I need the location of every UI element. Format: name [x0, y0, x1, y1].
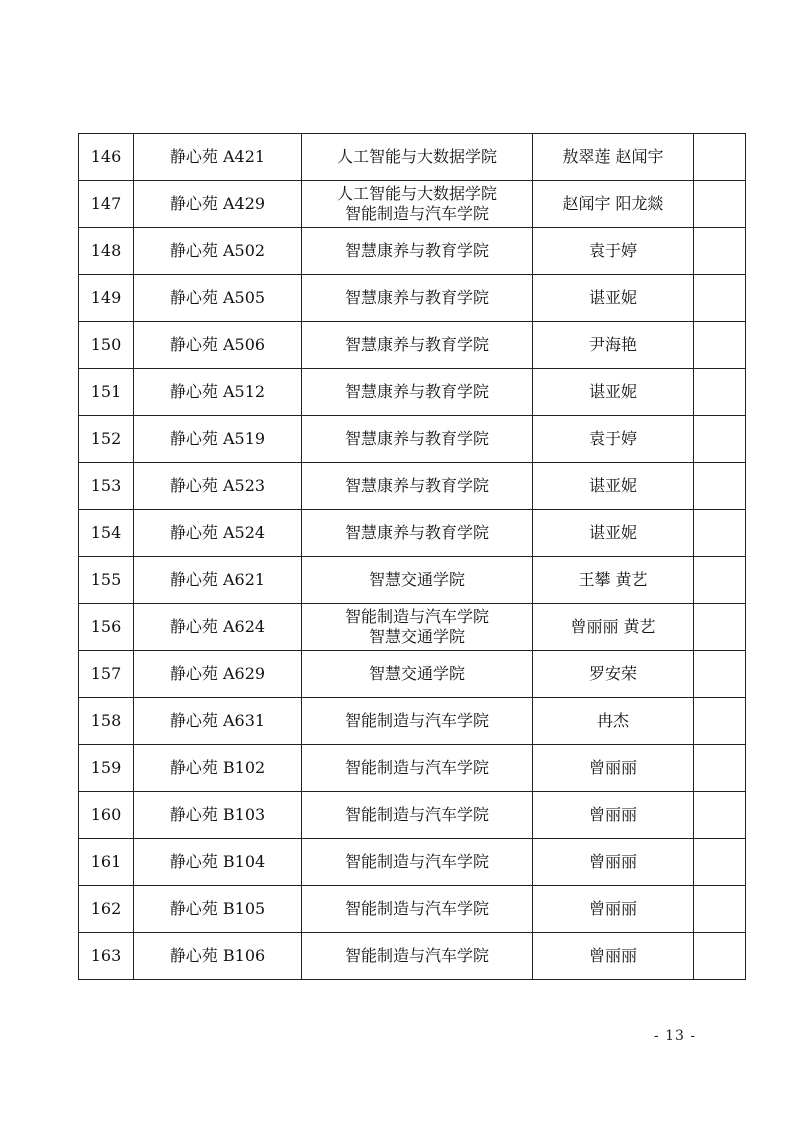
table-row	[79, 933, 746, 980]
college-name: 智慧康养与教育学院	[344, 523, 489, 542]
room-cell: 静心苑 A631	[134, 698, 302, 745]
room-cell: 静心苑 A624	[134, 604, 302, 651]
table-row	[79, 604, 746, 651]
table-row	[79, 698, 746, 745]
row-number-cell: 156	[79, 604, 134, 651]
note-cell	[694, 134, 746, 181]
row-number-cell: 146	[79, 134, 134, 181]
room-cell: 静心苑 B103	[134, 792, 302, 839]
note-cell	[694, 745, 746, 792]
table-row	[79, 745, 746, 792]
manager-cell: 曾丽丽	[533, 839, 694, 886]
college-cell	[302, 416, 533, 463]
note-cell	[694, 933, 746, 980]
college-cell	[302, 792, 533, 839]
note-cell	[694, 651, 746, 698]
college-name: 智能制造与汽车学院	[344, 899, 489, 918]
table-row	[79, 557, 746, 604]
row-number-cell: 149	[79, 275, 134, 322]
college-cell	[302, 698, 533, 745]
manager-cell: 袁于婷	[533, 416, 694, 463]
college-name: 智慧康养与教育学院	[344, 335, 489, 354]
room-cell: 静心苑 A506	[134, 322, 302, 369]
note-cell	[694, 886, 746, 933]
room-cell: 静心苑 A629	[134, 651, 302, 698]
college-name: 智慧康养与教育学院	[344, 382, 489, 401]
college-cell	[302, 322, 533, 369]
row-number-cell: 161	[79, 839, 134, 886]
row-number-cell: 151	[79, 369, 134, 416]
room-cell: 静心苑 A502	[134, 228, 302, 275]
room-cell: 静心苑 A519	[134, 416, 302, 463]
row-number-cell: 153	[79, 463, 134, 510]
table-row	[79, 322, 746, 369]
college-cell	[302, 557, 533, 604]
manager-cell: 谌亚妮	[533, 275, 694, 322]
manager-cell: 袁于婷	[533, 228, 694, 275]
college-name: 智能制造与汽车学院	[344, 758, 489, 777]
college-name: 智能制造与汽车学院	[344, 852, 489, 871]
table-body	[79, 134, 746, 980]
manager-cell: 王攀 黄艺	[533, 557, 694, 604]
note-cell	[694, 698, 746, 745]
note-cell	[694, 839, 746, 886]
college-cell	[302, 839, 533, 886]
college-cell	[302, 275, 533, 322]
manager-cell: 曾丽丽	[533, 792, 694, 839]
college-name: 智慧交通学院	[368, 627, 465, 646]
row-number-cell: 152	[79, 416, 134, 463]
room-cell: 静心苑 A505	[134, 275, 302, 322]
row-number-cell: 148	[79, 228, 134, 275]
college-name: 人工智能与大数据学院	[336, 184, 497, 203]
note-cell	[694, 510, 746, 557]
table-row	[79, 181, 746, 228]
college-name: 智慧康养与教育学院	[344, 429, 489, 448]
row-number-cell: 155	[79, 557, 134, 604]
row-number-cell: 157	[79, 651, 134, 698]
table-row	[79, 463, 746, 510]
note-cell	[694, 792, 746, 839]
table-row	[79, 134, 746, 181]
row-number-cell: 160	[79, 792, 134, 839]
college-name: 智慧康养与教育学院	[344, 476, 489, 495]
manager-cell: 曾丽丽	[533, 745, 694, 792]
college-name: 智慧交通学院	[368, 664, 465, 683]
room-cell: 静心苑 B104	[134, 839, 302, 886]
college-cell	[302, 745, 533, 792]
college-name: 智能制造与汽车学院	[344, 805, 489, 824]
note-cell	[694, 228, 746, 275]
manager-cell: 谌亚妮	[533, 463, 694, 510]
manager-cell: 谌亚妮	[533, 510, 694, 557]
college-cell	[302, 933, 533, 980]
manager-cell: 曾丽丽 黄艺	[533, 604, 694, 651]
row-number-cell: 150	[79, 322, 134, 369]
manager-cell: 曾丽丽	[533, 886, 694, 933]
row-number-cell: 159	[79, 745, 134, 792]
room-cell: 静心苑 A621	[134, 557, 302, 604]
note-cell	[694, 275, 746, 322]
manager-cell: 冉杰	[533, 698, 694, 745]
room-cell: 静心苑 A421	[134, 134, 302, 181]
note-cell	[694, 604, 746, 651]
manager-cell: 谌亚妮	[533, 369, 694, 416]
row-number-cell: 147	[79, 181, 134, 228]
table-row	[79, 651, 746, 698]
college-name: 智慧交通学院	[368, 570, 465, 589]
manager-cell: 尹海艳	[533, 322, 694, 369]
note-cell	[694, 557, 746, 604]
manager-cell: 曾丽丽	[533, 933, 694, 980]
room-cell: 静心苑 B102	[134, 745, 302, 792]
room-cell: 静心苑 B106	[134, 933, 302, 980]
room-cell: 静心苑 A524	[134, 510, 302, 557]
row-number-cell: 163	[79, 933, 134, 980]
note-cell	[694, 369, 746, 416]
college-name: 人工智能与大数据学院	[336, 147, 497, 166]
manager-cell: 罗安荣	[533, 651, 694, 698]
table-row	[79, 369, 746, 416]
room-cell: 静心苑 A512	[134, 369, 302, 416]
table-row	[79, 416, 746, 463]
row-number-cell: 154	[79, 510, 134, 557]
table-row	[79, 228, 746, 275]
room-cell: 静心苑 B105	[134, 886, 302, 933]
row-number-cell: 158	[79, 698, 134, 745]
college-cell	[302, 228, 533, 275]
note-cell	[694, 322, 746, 369]
room-assignment-table	[78, 133, 746, 980]
college-name: 智能制造与汽车学院	[344, 711, 489, 730]
college-cell	[302, 651, 533, 698]
college-cell	[302, 604, 533, 651]
college-cell	[302, 181, 533, 228]
manager-cell: 敖翠莲 赵闻宇	[533, 134, 694, 181]
row-number-cell: 162	[79, 886, 134, 933]
college-cell	[302, 369, 533, 416]
college-cell	[302, 886, 533, 933]
note-cell	[694, 463, 746, 510]
table-row	[79, 839, 746, 886]
college-cell	[302, 134, 533, 181]
college-name: 智能制造与汽车学院	[344, 607, 489, 626]
college-name: 智慧康养与教育学院	[344, 288, 489, 307]
college-cell	[302, 463, 533, 510]
table-row	[79, 275, 746, 322]
room-cell: 静心苑 A523	[134, 463, 302, 510]
table-row	[79, 510, 746, 557]
note-cell	[694, 416, 746, 463]
manager-cell: 赵闻宇 阳龙燚	[533, 181, 694, 228]
page-number: - 13 -	[653, 1028, 697, 1044]
room-cell: 静心苑 A429	[134, 181, 302, 228]
table-row	[79, 886, 746, 933]
college-name: 智慧康养与教育学院	[344, 241, 489, 260]
college-name: 智能制造与汽车学院	[344, 204, 489, 223]
table-row	[79, 792, 746, 839]
note-cell	[694, 181, 746, 228]
college-name: 智能制造与汽车学院	[344, 946, 489, 965]
college-cell	[302, 510, 533, 557]
